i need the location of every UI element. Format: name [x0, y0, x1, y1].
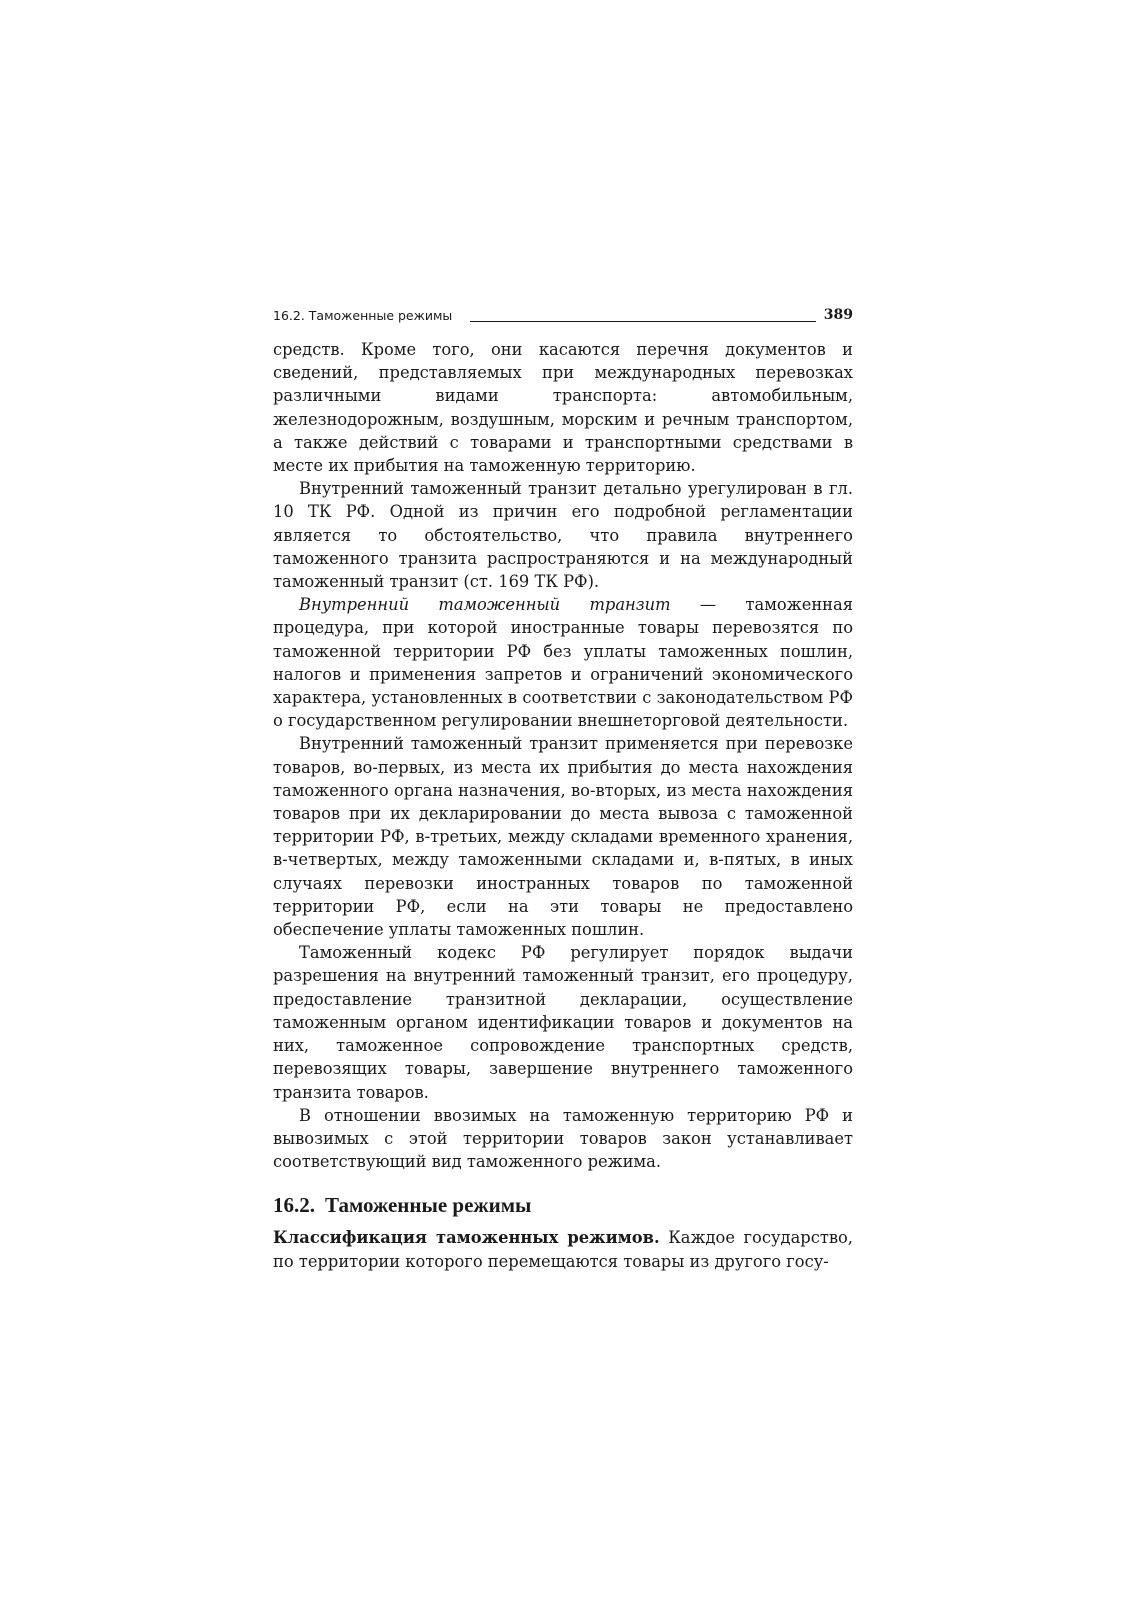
page-number: 389 [823, 307, 853, 323]
paragraph: средств. Кроме того, они касаются перечня документов и сведений, представляемых при международных перевозках различными видами транспорта: автомобильным, железнодорожным, воздушным, морским и речным транспортом, а также действий с товарами и транспортными средствами в месте их прибытия на таможенную территорию. [273, 340, 853, 476]
body-text [273, 338, 853, 1273]
section-heading [273, 1193, 853, 1218]
section-number: 16.2. [273, 1193, 315, 1218]
lead-text: Каждое государство, по территории которого перемещаются товары из другого госу- [273, 1228, 853, 1271]
paragraph: Таможенный кодекс РФ регулирует порядок выдачи разрешения на внутренний таможенный транзит, его процедуру, предоставление транзитной декларации, осуществление таможенным органом идентификации товаров и документов на них, таможенное сопровождение транспортных средств, перевозящих товары, завершение внутреннего таможенного транзита товаров. [273, 943, 853, 1102]
paragraph-definition [273, 593, 853, 732]
paragraph: Внутренний таможенный транзит применяется при перевозке товаров, во-первых, из места их прибытия до места нахождения таможенного органа назначения, во-вторых, из места нахождения товаров при их декларировании до места вывоза с таможенной территории РФ, в-третьих, между складами временного хранения, в-четвертых, между таможенными складами и, в-пятых, в иных случаях перевозки иностранных товаров по таможенной территории РФ, если на эти товары не предоставлено обеспечение уплаты таможенных пошлин. [273, 734, 853, 940]
section-title: Таможенные режимы [325, 1193, 532, 1218]
header-rule [470, 321, 815, 322]
run-in-heading: Классификация таможенных режимов. [273, 1228, 660, 1248]
paragraph-lead [273, 1226, 853, 1272]
running-header-section: 16.2. Таможенные режимы [273, 308, 453, 323]
page-content [273, 304, 853, 1273]
definition-text: — таможенная процедура, при которой иностранные товары перевозятся по таможенной территории РФ без уплаты таможенных пошлин, налогов и применения запретов и ограничений экономического характера, установленных в соответствии с законодательством РФ о государственном регулировании внешнеторговой деятельности. [273, 595, 854, 731]
running-header [273, 304, 853, 324]
paragraph: В отношении ввозимых на таможенную территорию РФ и вывозимых с этой территории товаров закон устанавливает соответствующий вид таможенного режима. [273, 1105, 853, 1172]
paragraph: Внутренний таможенный транзит детально урегулирован в гл. 10 ТК РФ. Одной из причин его подробной регламентации является то обстоятельство, что правила внутреннего таможенного транзита распространяются и на международный таможенный транзит (ст. 169 ТК РФ). [273, 479, 853, 592]
defined-term: Внутренний таможенный транзит [299, 595, 671, 615]
